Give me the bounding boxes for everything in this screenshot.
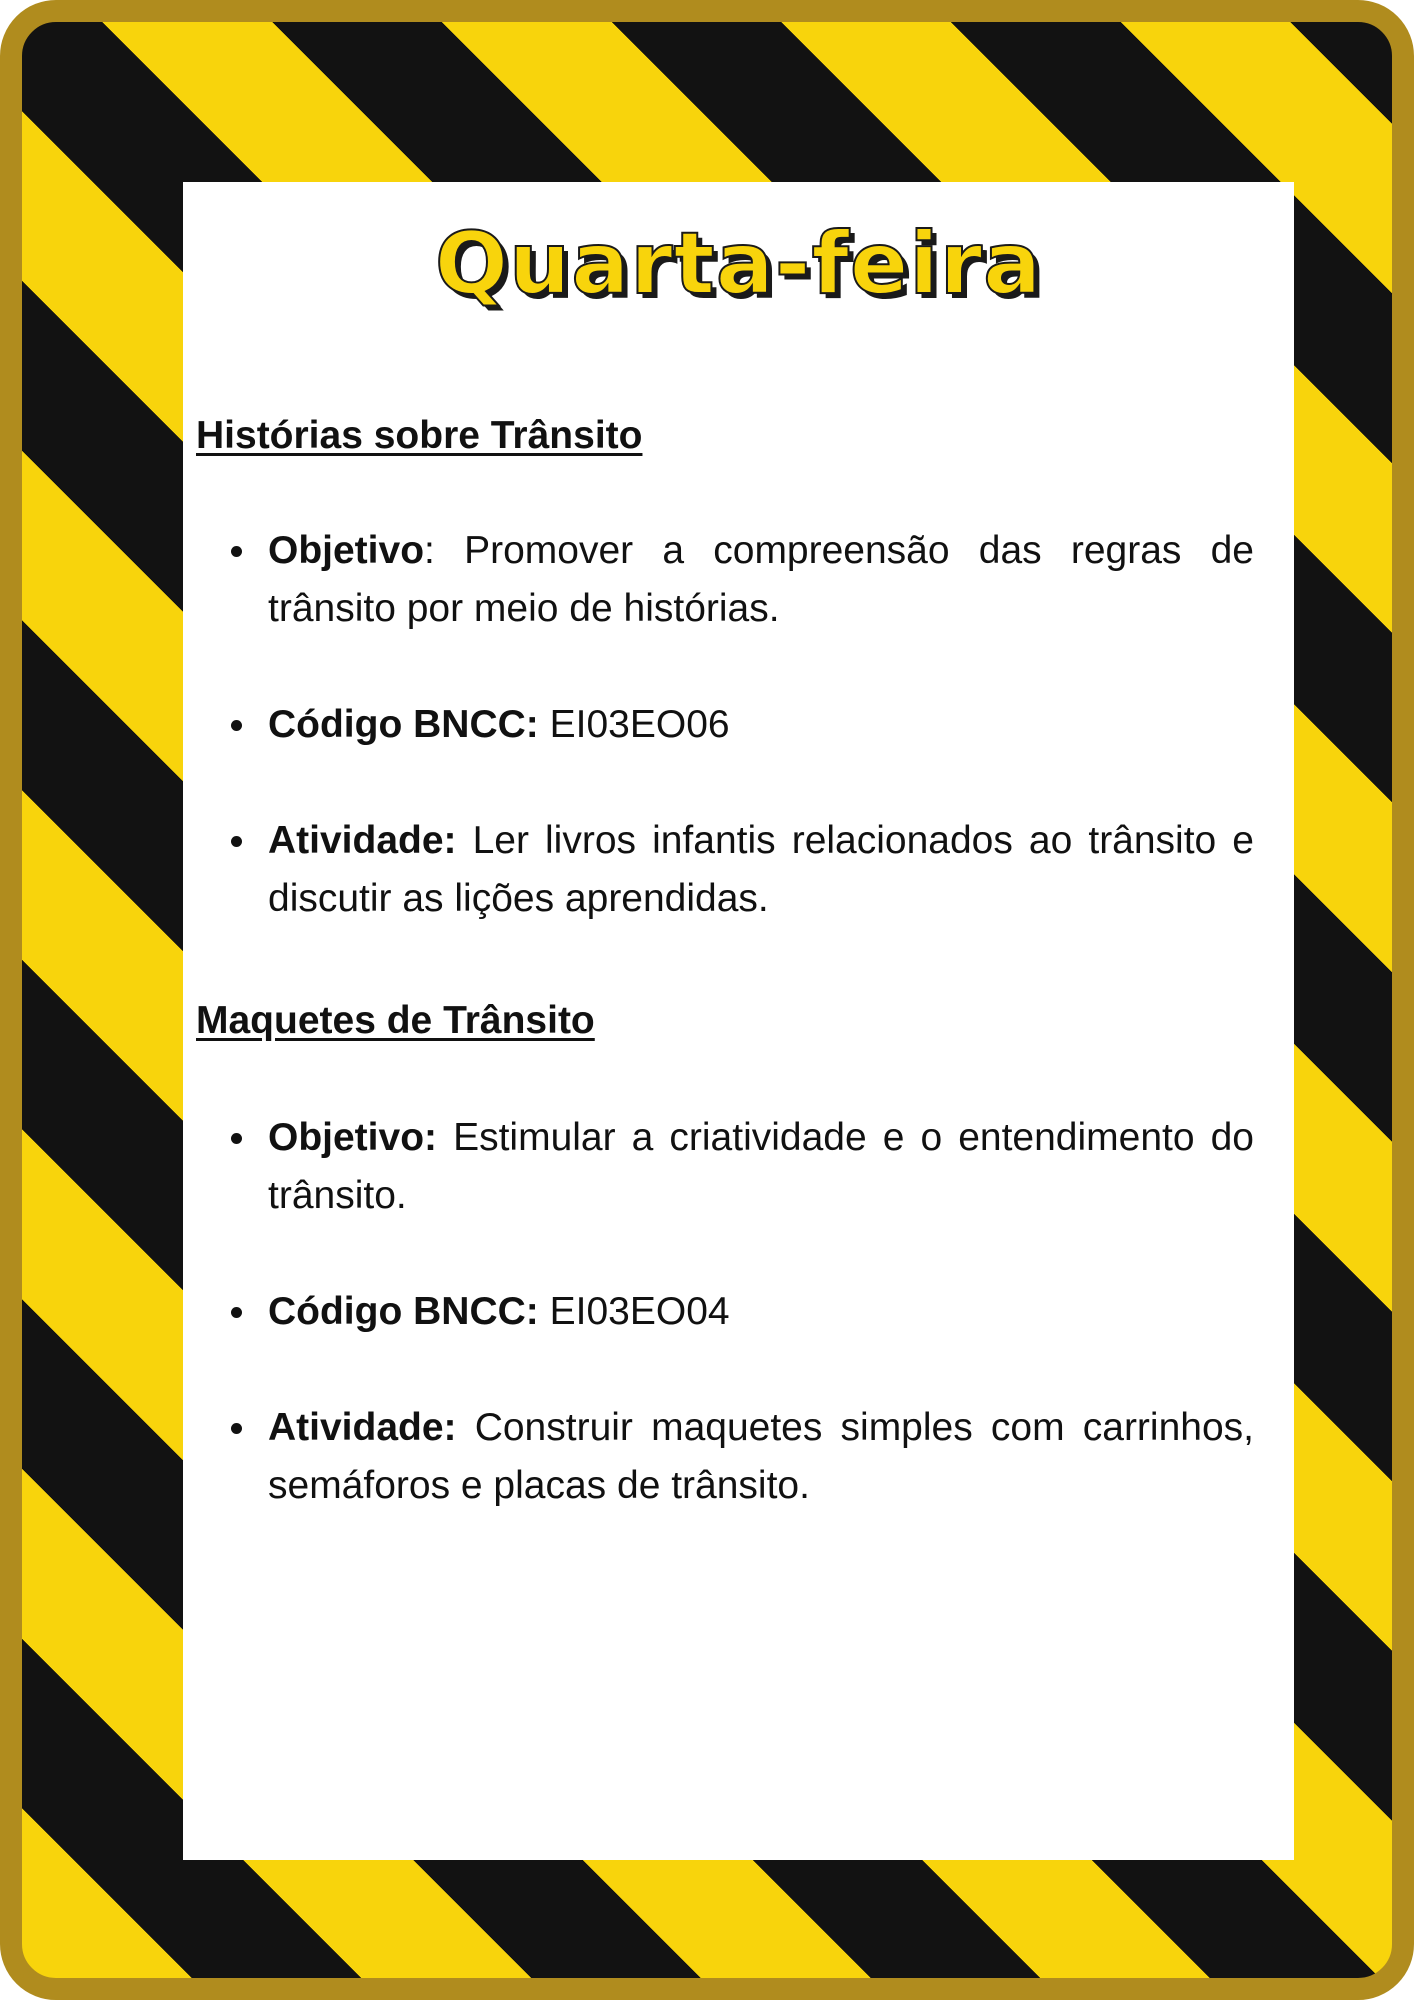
list-item-atividade xyxy=(196,1399,1254,1515)
bullet-icon xyxy=(231,1133,242,1144)
item-separator: : xyxy=(424,529,435,572)
item-label: Código BNCC: xyxy=(268,1290,539,1333)
list-item-objetivo xyxy=(196,522,1254,638)
section-list-maquetes xyxy=(196,1109,1254,1515)
section-list-historias xyxy=(196,522,1254,928)
section-heading-maquetes: Maquetes de Trânsito xyxy=(196,999,595,1042)
item-label: Objetivo: xyxy=(268,1116,438,1159)
page-title: Quarta-feira xyxy=(434,214,1043,314)
list-item-codigo-bncc xyxy=(196,1283,1254,1341)
list-item-objetivo xyxy=(196,1109,1254,1225)
item-text: Promover a compreensão das regras de trânsito por meio de histórias. xyxy=(268,529,1254,630)
bullet-icon xyxy=(231,720,242,731)
item-text: EI03EO04 xyxy=(538,1290,730,1333)
content-card xyxy=(183,182,1294,1860)
list-item-codigo-bncc xyxy=(196,696,1254,754)
item-label: Atividade: xyxy=(268,1406,457,1449)
item-text: Estimular a criatividade e o entendimento do trânsito. xyxy=(268,1116,1254,1217)
item-label: Código BNCC: xyxy=(268,703,539,746)
item-text: Ler livros infantis relacionados ao trânsito e discutir as lições aprendidas. xyxy=(268,819,1254,920)
item-label: Objetivo xyxy=(268,529,425,572)
bullet-icon xyxy=(231,546,242,557)
list-item-atividade xyxy=(196,812,1254,928)
item-text: EI03EO06 xyxy=(538,703,730,746)
bullet-icon xyxy=(231,836,242,847)
bullet-icon xyxy=(231,1307,242,1318)
section-heading-historias: Histórias sobre Trânsito xyxy=(196,414,643,457)
bullet-icon xyxy=(231,1423,242,1434)
item-label: Atividade: xyxy=(268,819,457,862)
item-text: Construir maquetes simples com carrinhos, semáforos e placas de trânsito. xyxy=(268,1406,1254,1507)
